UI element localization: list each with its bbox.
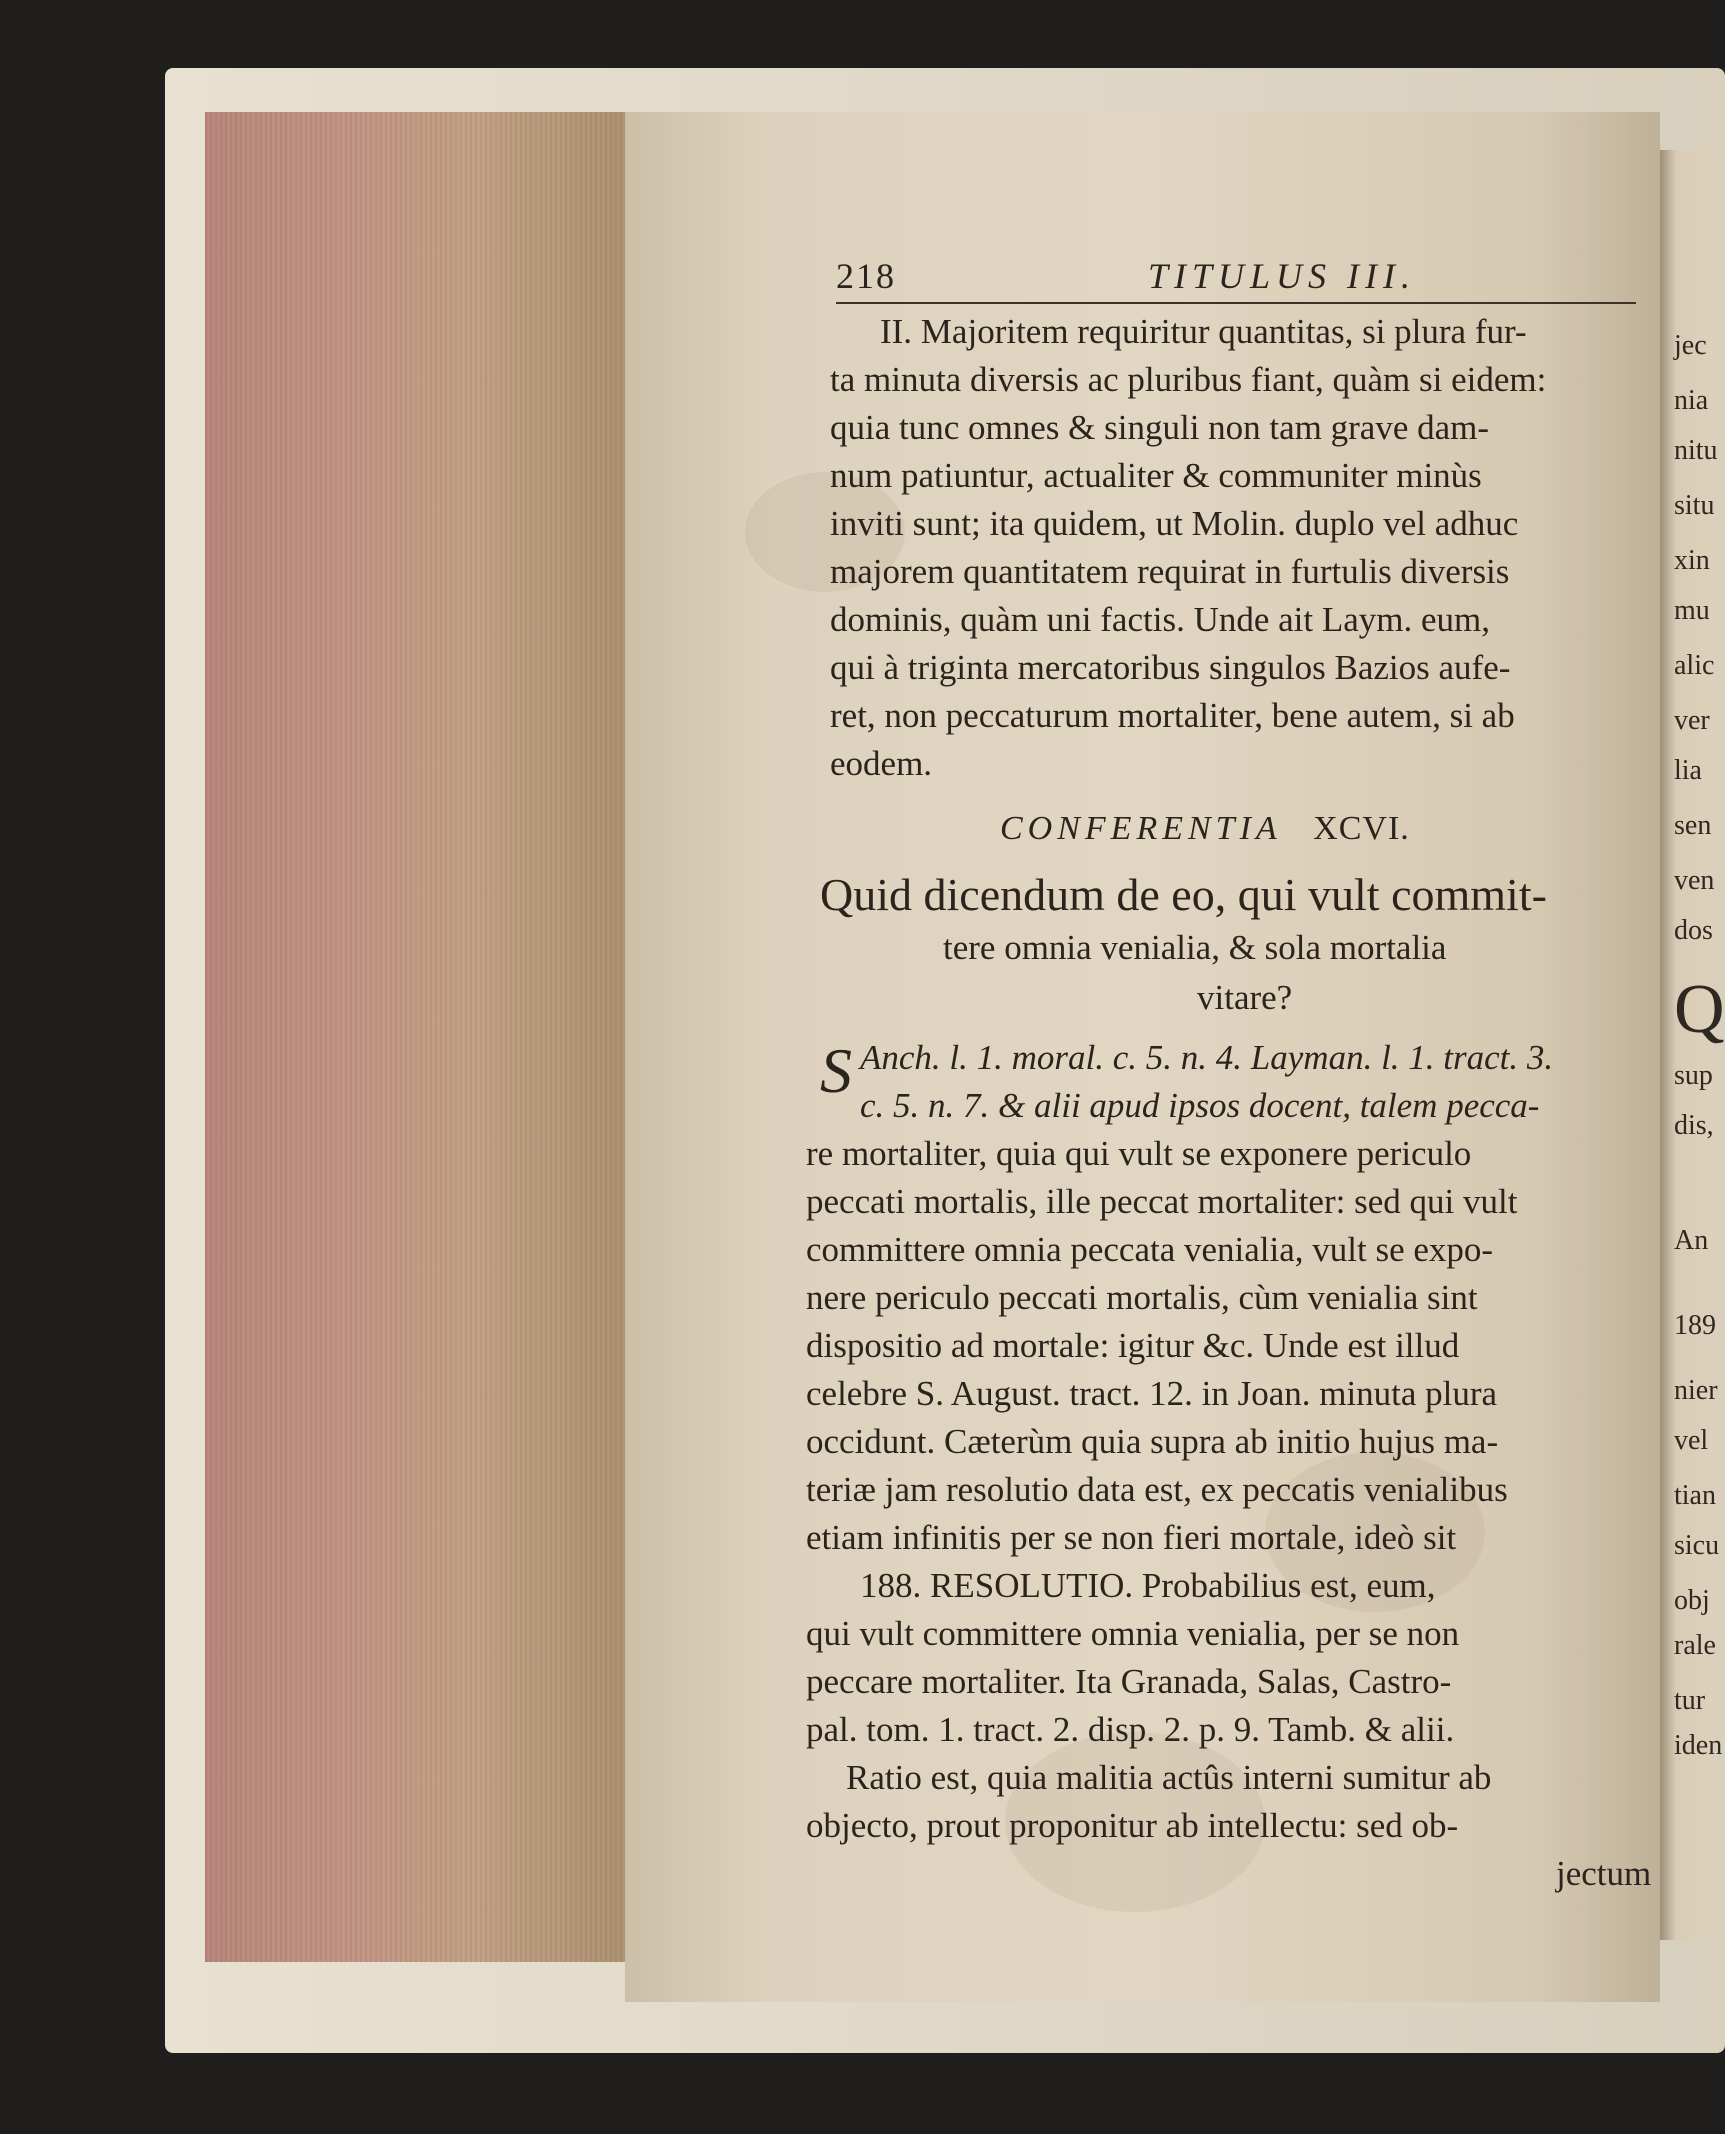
text-line: peccare mortaliter. Ita Granada, Salas, Castro- <box>806 1662 1452 1701</box>
text-line: objecto, prout proponitur ab intellectu: sed ob- <box>806 1806 1459 1845</box>
facing-page-fragment: nier <box>1674 1375 1718 1406</box>
facing-page-fragment: tur <box>1674 1685 1706 1716</box>
facing-page-fragment: ven <box>1674 865 1715 896</box>
text-line: eodem. <box>830 744 933 783</box>
facing-page-fragment: An <box>1674 1225 1709 1256</box>
conferentia-heading: CONFERENTIA XCVI. <box>1000 810 1410 847</box>
text-line: jectum <box>1556 1854 1652 1893</box>
facing-page-fragment: ver <box>1674 705 1710 736</box>
facing-page-fragment: rale <box>1674 1630 1716 1661</box>
text-line: 188. RESOLUTIO. Probabilius est, eum, <box>860 1566 1436 1605</box>
text-line: celebre S. August. tract. 12. in Joan. minuta plura <box>806 1374 1498 1413</box>
text-line: teriæ jam resolutio data est, ex peccatis venialibus <box>806 1470 1508 1509</box>
facing-page-fragment: nia <box>1674 385 1709 416</box>
text-line: num patiuntur, actualiter & communiter minùs <box>830 456 1482 495</box>
text-line: re mortaliter, quia qui vult se exponere periculo <box>806 1134 1472 1173</box>
text-line: qui à triginta mercatoribus singulos Bazios aufe- <box>830 648 1511 687</box>
facing-page-fragment: situ <box>1674 490 1715 521</box>
running-header <box>836 255 1616 297</box>
facing-page-edge <box>1660 150 1725 1940</box>
text-line: ret, non peccaturum mortaliter, bene autem, si ab <box>830 696 1515 735</box>
facing-page-fragment: sup <box>1674 1060 1713 1091</box>
facing-page-fragment: 189 <box>1674 1310 1716 1341</box>
text-line: c. 5. n. 7. & alii apud ipsos docent, talem pecca- <box>860 1086 1540 1125</box>
facing-page-fragment: Q <box>1674 971 1725 1048</box>
question-line-1: Quid dicendum de eo, qui vult commit- <box>820 869 1547 920</box>
running-title: TITULUS III. <box>1148 256 1417 296</box>
facing-page-fragment: dis, <box>1674 1110 1714 1141</box>
text-line: committere omnia peccata venialia, vult se expo- <box>806 1230 1494 1269</box>
text-line: etiam infinitis per se non fieri mortale, ideò sit <box>806 1518 1457 1557</box>
facing-page-fragment: xin <box>1674 545 1710 576</box>
text-line: II. Majoritem requiritur quantitas, si plura fur- <box>880 312 1527 351</box>
facing-page-fragment: dos <box>1674 915 1713 946</box>
text-line: majorem quantitatem requirat in furtulis diversis <box>830 552 1510 591</box>
text-line: dispositio ad mortale: igitur &c. Unde est illud <box>806 1326 1460 1365</box>
facing-page-fragment: sicu <box>1674 1530 1720 1561</box>
text-line: qui vult committere omnia venialia, per se non <box>806 1614 1460 1653</box>
facing-page-fragment: iden <box>1674 1730 1723 1761</box>
page-block-edge <box>205 112 650 1962</box>
text-line: Anch. l. 1. moral. c. 5. n. 4. Layman. l. 1. tract. 3. <box>860 1038 1554 1077</box>
facing-page-fragment: nitu <box>1674 435 1718 466</box>
text-line: dominis, quàm uni factis. Unde ait Laym. eum, <box>830 600 1491 639</box>
text-line: pal. tom. 1. tract. 2. disp. 2. p. 9. Tamb. & alii. <box>806 1710 1455 1749</box>
text-line: ta minuta diversis ac pluribus fiant, quàm si eidem: <box>830 360 1547 399</box>
page-number: 218 <box>836 256 896 296</box>
facing-page-fragment: tian <box>1674 1480 1716 1511</box>
question-line-2: tere omnia venialia, & sola mortalia <box>943 928 1447 967</box>
facing-page-fragment: obj <box>1674 1585 1710 1616</box>
facing-page-fragment: sen <box>1674 810 1712 841</box>
facing-page-fragment: vel <box>1674 1425 1709 1456</box>
question-line-3: vitare? <box>1197 978 1293 1017</box>
facing-page-fragment: lia <box>1674 755 1702 786</box>
text-line: nere periculo peccati mortalis, cùm venialia sint <box>806 1278 1478 1317</box>
drop-capital: S <box>820 1035 852 1106</box>
text-line: Ratio est, quia malitia actûs interni sumitur ab <box>846 1758 1492 1797</box>
text-line: occidunt. Cæterùm quia supra ab initio hujus ma- <box>806 1422 1499 1461</box>
header-rule <box>836 302 1636 304</box>
facing-page-fragment: jec <box>1674 330 1707 361</box>
facing-page-fragment: mu <box>1674 595 1710 626</box>
text-line: peccati mortalis, ille peccat mortaliter: sed qui vult <box>806 1182 1518 1221</box>
text-line: quia tunc omnes & singuli non tam grave dam- <box>830 408 1490 447</box>
facing-page-fragment: alic <box>1674 650 1715 681</box>
text-line: inviti sunt; ita quidem, ut Molin. duplo vel adhuc <box>830 504 1519 543</box>
